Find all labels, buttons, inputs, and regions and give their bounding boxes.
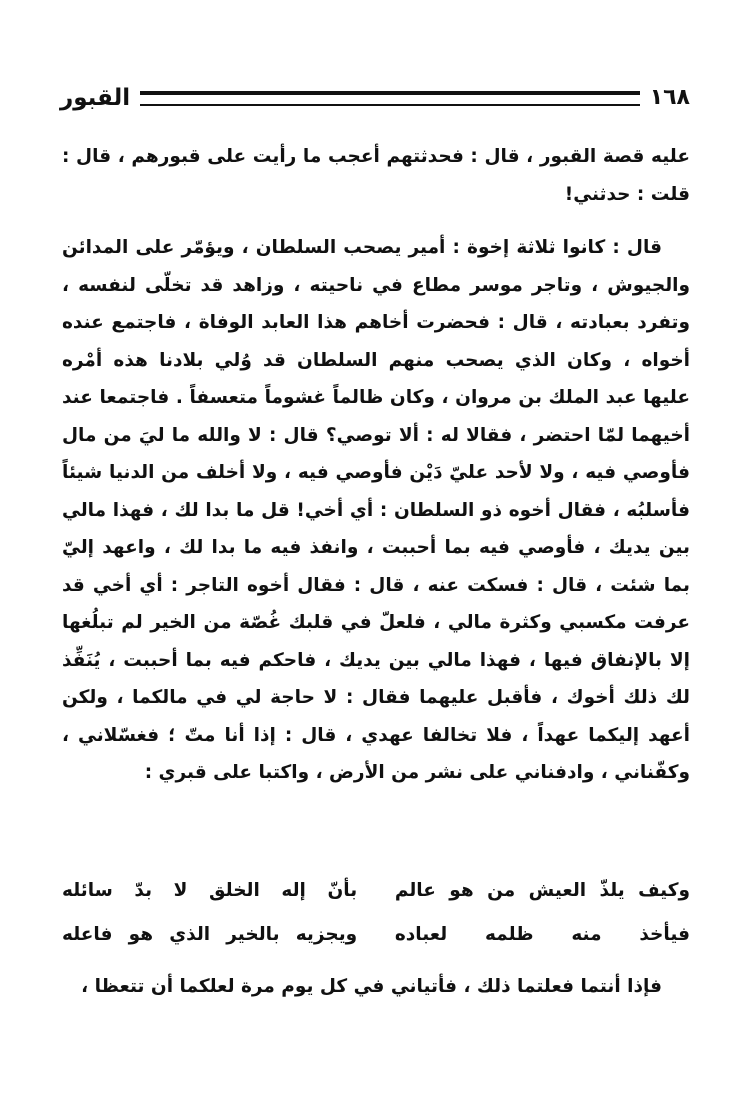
chapter-title: القبور (60, 84, 131, 111)
poem-verse (62, 868, 690, 912)
verse-second-hemistich: بأنّ إله الخلق لا بدّ سائله (62, 879, 358, 901)
poem-verse (62, 912, 690, 956)
poem (62, 868, 690, 956)
header-divider (140, 91, 640, 106)
closing-line: فإذا أنتما فعلتما ذلك ، فأتياني في كل يوم مرة لعلكما أن تتعظا ، (81, 976, 662, 997)
verse-first-hemistich: فيأخذ منه ظلمه لعباده (394, 923, 690, 945)
paragraph: عليه قصة القبور ، قال : فحدثتهم أعجب ما رأيت على قبورهم ، قال : قلت : حدثني! (62, 146, 690, 205)
page-number: ١٦٨ (649, 85, 690, 110)
body-text (62, 138, 690, 792)
verse-second-hemistich: ويجزيه بالخير الذي هو فاعله (62, 923, 358, 945)
verse-first-hemistich: وكيف يلذّ العيش من هو عالم (394, 879, 690, 901)
paragraph: قال : كانوا ثلاثة إخوة : أمير يصحب السلطان ، ويؤمّر على المدائن والجيوش ، وتاجر موسر مطاع في ناحيته ، وزاهد قد تخلّى لنفسه ، وتفرد بعبادته ، قال : فحضرت أخاهم هذا العابد الوفاة ، فاجتمع عنده أخواه ، وكان الذي يصحب منهم السلطان قد وُلي بلادنا هذه أمْره عليها عبد الملك بن مروان ، وكان ظالماً غشوماً متعسفاً . فاجتمعا عند أخيهما لمّا احتضر ، فقالا له : ألا توصي؟ قال : لا والله ما ليَ من مال فأوصي فيه ، ولا لأحد عليّ دَيْن فأوصي فيه ، ولا أخلف من الدنيا شيئاً فأسلبُه ، فقال أخوه ذو السلطان : أي أخي! قل ما بدا لك ، فهذا مالي بين يديك ، فأوصي فيه بما أحببت ، وانفذ فيه ما بدا لك ، واعهد إليّ بما شئت ، قال : فسكت عنه ، قال : فقال أخوه التاجر : أي أخي قد عرفت مكسبي وكثرة مالي ، فلعلّ في قلبك غُصّة من الخير لم تبلُغها إلا بالإنفاق فيها ، فهذا مالي بين يديك ، فاحكم فيه بما أحببت ، يُنَفِّذ لك ذلك أخوك ، فأقبل عليهما فقال : لا حاجة لي في مالكما ، ولكن أعهد إليكما عهداً ، فلا تخالفا عهدي ، قال : إذا أنا متّ ؛ فغسّلاني ، وكفّناني ، وادفناني على نشر من الأرض ، واكتبا على قبري : (62, 237, 690, 783)
page-header (60, 78, 690, 118)
